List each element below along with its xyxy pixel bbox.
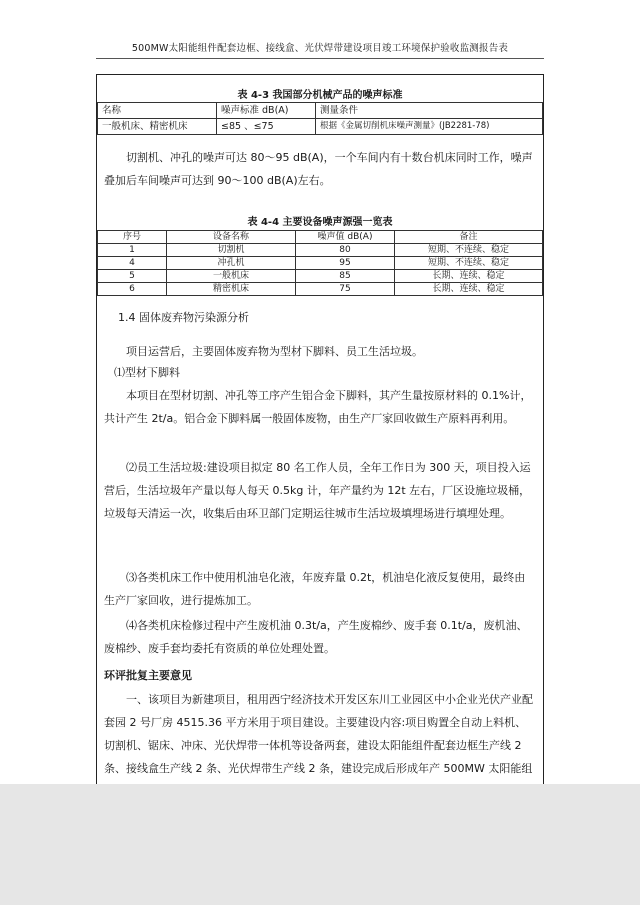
table-cell: 6 bbox=[98, 283, 167, 296]
approval-paragraph: 一、该项目为新建项目，租用西宁经济技术开发区东川工业园区中小企业光伏产业配套园 2 号厂房 4515.36 平方米用于项目建设。主要建设内容:项目购置全自动上料机、切割机、锯床、冲床、光伏焊带一体机等设备两套，建设太阳能组件配套边框生产线 2 条、接线盒生产线 2 条、光伏焊带生产线 2 条，建设完成后形成年产 500MW 太阳能组 bbox=[104, 693, 533, 775]
table-cell: 一般机床 bbox=[167, 270, 296, 283]
table-cell: 冲孔机 bbox=[167, 257, 296, 270]
item-4-paragraph: ⑷各类机床检修过程中产生废机油 0.3t/a，产生废棉纱、废手套 0.1t/a，废机油、废棉纱、废手套均委托有资质的单位处理处置。 bbox=[104, 619, 528, 655]
table-row bbox=[98, 244, 543, 257]
table-cell: 75 bbox=[296, 283, 395, 296]
table-cell: 95 bbox=[296, 257, 395, 270]
table-cell: 长期、连续、稳定 bbox=[395, 283, 543, 296]
table-cell: 长期、连续、稳定 bbox=[395, 270, 543, 283]
table-cell: 精密机床 bbox=[167, 283, 296, 296]
table-cell: 4 bbox=[98, 257, 167, 270]
page-bottom-band bbox=[0, 784, 640, 905]
table-row bbox=[98, 257, 543, 270]
table-header-cell: 测量条件 bbox=[316, 103, 543, 119]
page-header: 500MW太阳能组件配套边框、接线盒、光伏焊带建设项目竣工环境保护验收监测报告表 bbox=[131, 43, 509, 54]
table-cell: 短期、不连续、稳定 bbox=[395, 257, 543, 270]
item-1-body: 本项目在型材切割、冲孔等工序产生铝合金下脚料，其产生量按原材料的 0.1%计，共计产生 2t/a。铝合金下脚料属一般固体废物，由生产厂家回收做生产原料再利用。 bbox=[104, 389, 532, 425]
item-2-paragraph: ⑵员工生活垃圾:建设项目拟定 80 名工作人员，全年工作日为 300 天，项目投入运营后，生活垃圾年产量以每人每天 0.5kg 计，年产量约为 12t 左右，厂区设施垃圾桶，垃圾每天清运一次，收集后由环卫部门定期运往城市生活垃圾填埋场进行填埋处理。 bbox=[104, 461, 531, 520]
table-header-cell: 噪声值 dB(A) bbox=[296, 231, 395, 244]
section-1-4-heading: 1.4 固体废弃物污染源分析 bbox=[118, 311, 249, 324]
item-3-paragraph: ⑶各类机床工作中使用机油皂化液，年废弃量 0.2t，机油皂化液反复使用，最终由生产厂家回收，进行提炼加工。 bbox=[104, 571, 526, 607]
table-cell: 根据《金属切削机床噪声测量》(JB2281-78) bbox=[316, 119, 543, 135]
item-1-title: ⑴型材下脚料 bbox=[114, 366, 180, 379]
table-cell: 85 bbox=[296, 270, 395, 283]
table-row bbox=[98, 270, 543, 283]
table-cell: 短期、不连续、稳定 bbox=[395, 244, 543, 257]
table-4-4-caption: 表 4-4 主要设备噪声源强一览表 bbox=[247, 217, 393, 228]
table-cell: 切割机 bbox=[167, 244, 296, 257]
table-header-cell: 名称 bbox=[98, 103, 217, 119]
table-header-cell: 备注 bbox=[395, 231, 543, 244]
table-cell: 5 bbox=[98, 270, 167, 283]
table-header-cell: 序号 bbox=[98, 231, 167, 244]
table-header-cell: 设备名称 bbox=[167, 231, 296, 244]
noise-paragraph: 切割机、冲孔的噪声可达 80～95 dB(A)，一个车间内有十数台机床同时工作，噪声叠加后车间噪声可达到 90～100 dB(A)左右。 bbox=[104, 151, 533, 187]
header-rule bbox=[96, 58, 544, 59]
table-header-cell: 噪声标准 dB(A) bbox=[217, 103, 316, 119]
approval-heading: 环评批复主要意见 bbox=[104, 669, 192, 682]
table-cell: 一般机床、精密机床 bbox=[98, 119, 217, 135]
table-cell: ≤85 、≤75 bbox=[217, 119, 316, 135]
equipment-noise-table bbox=[97, 230, 543, 296]
table-cell: 1 bbox=[98, 244, 167, 257]
solid-waste-intro: 项目运营后，主要固体废弃物为型材下脚料、员工生活垃圾。 bbox=[126, 345, 423, 358]
table-cell: 80 bbox=[296, 244, 395, 257]
noise-standard-table bbox=[97, 102, 543, 135]
table-row bbox=[98, 283, 543, 296]
table-4-3-caption: 表 4-3 我国部分机械产品的噪声标准 bbox=[237, 90, 403, 101]
